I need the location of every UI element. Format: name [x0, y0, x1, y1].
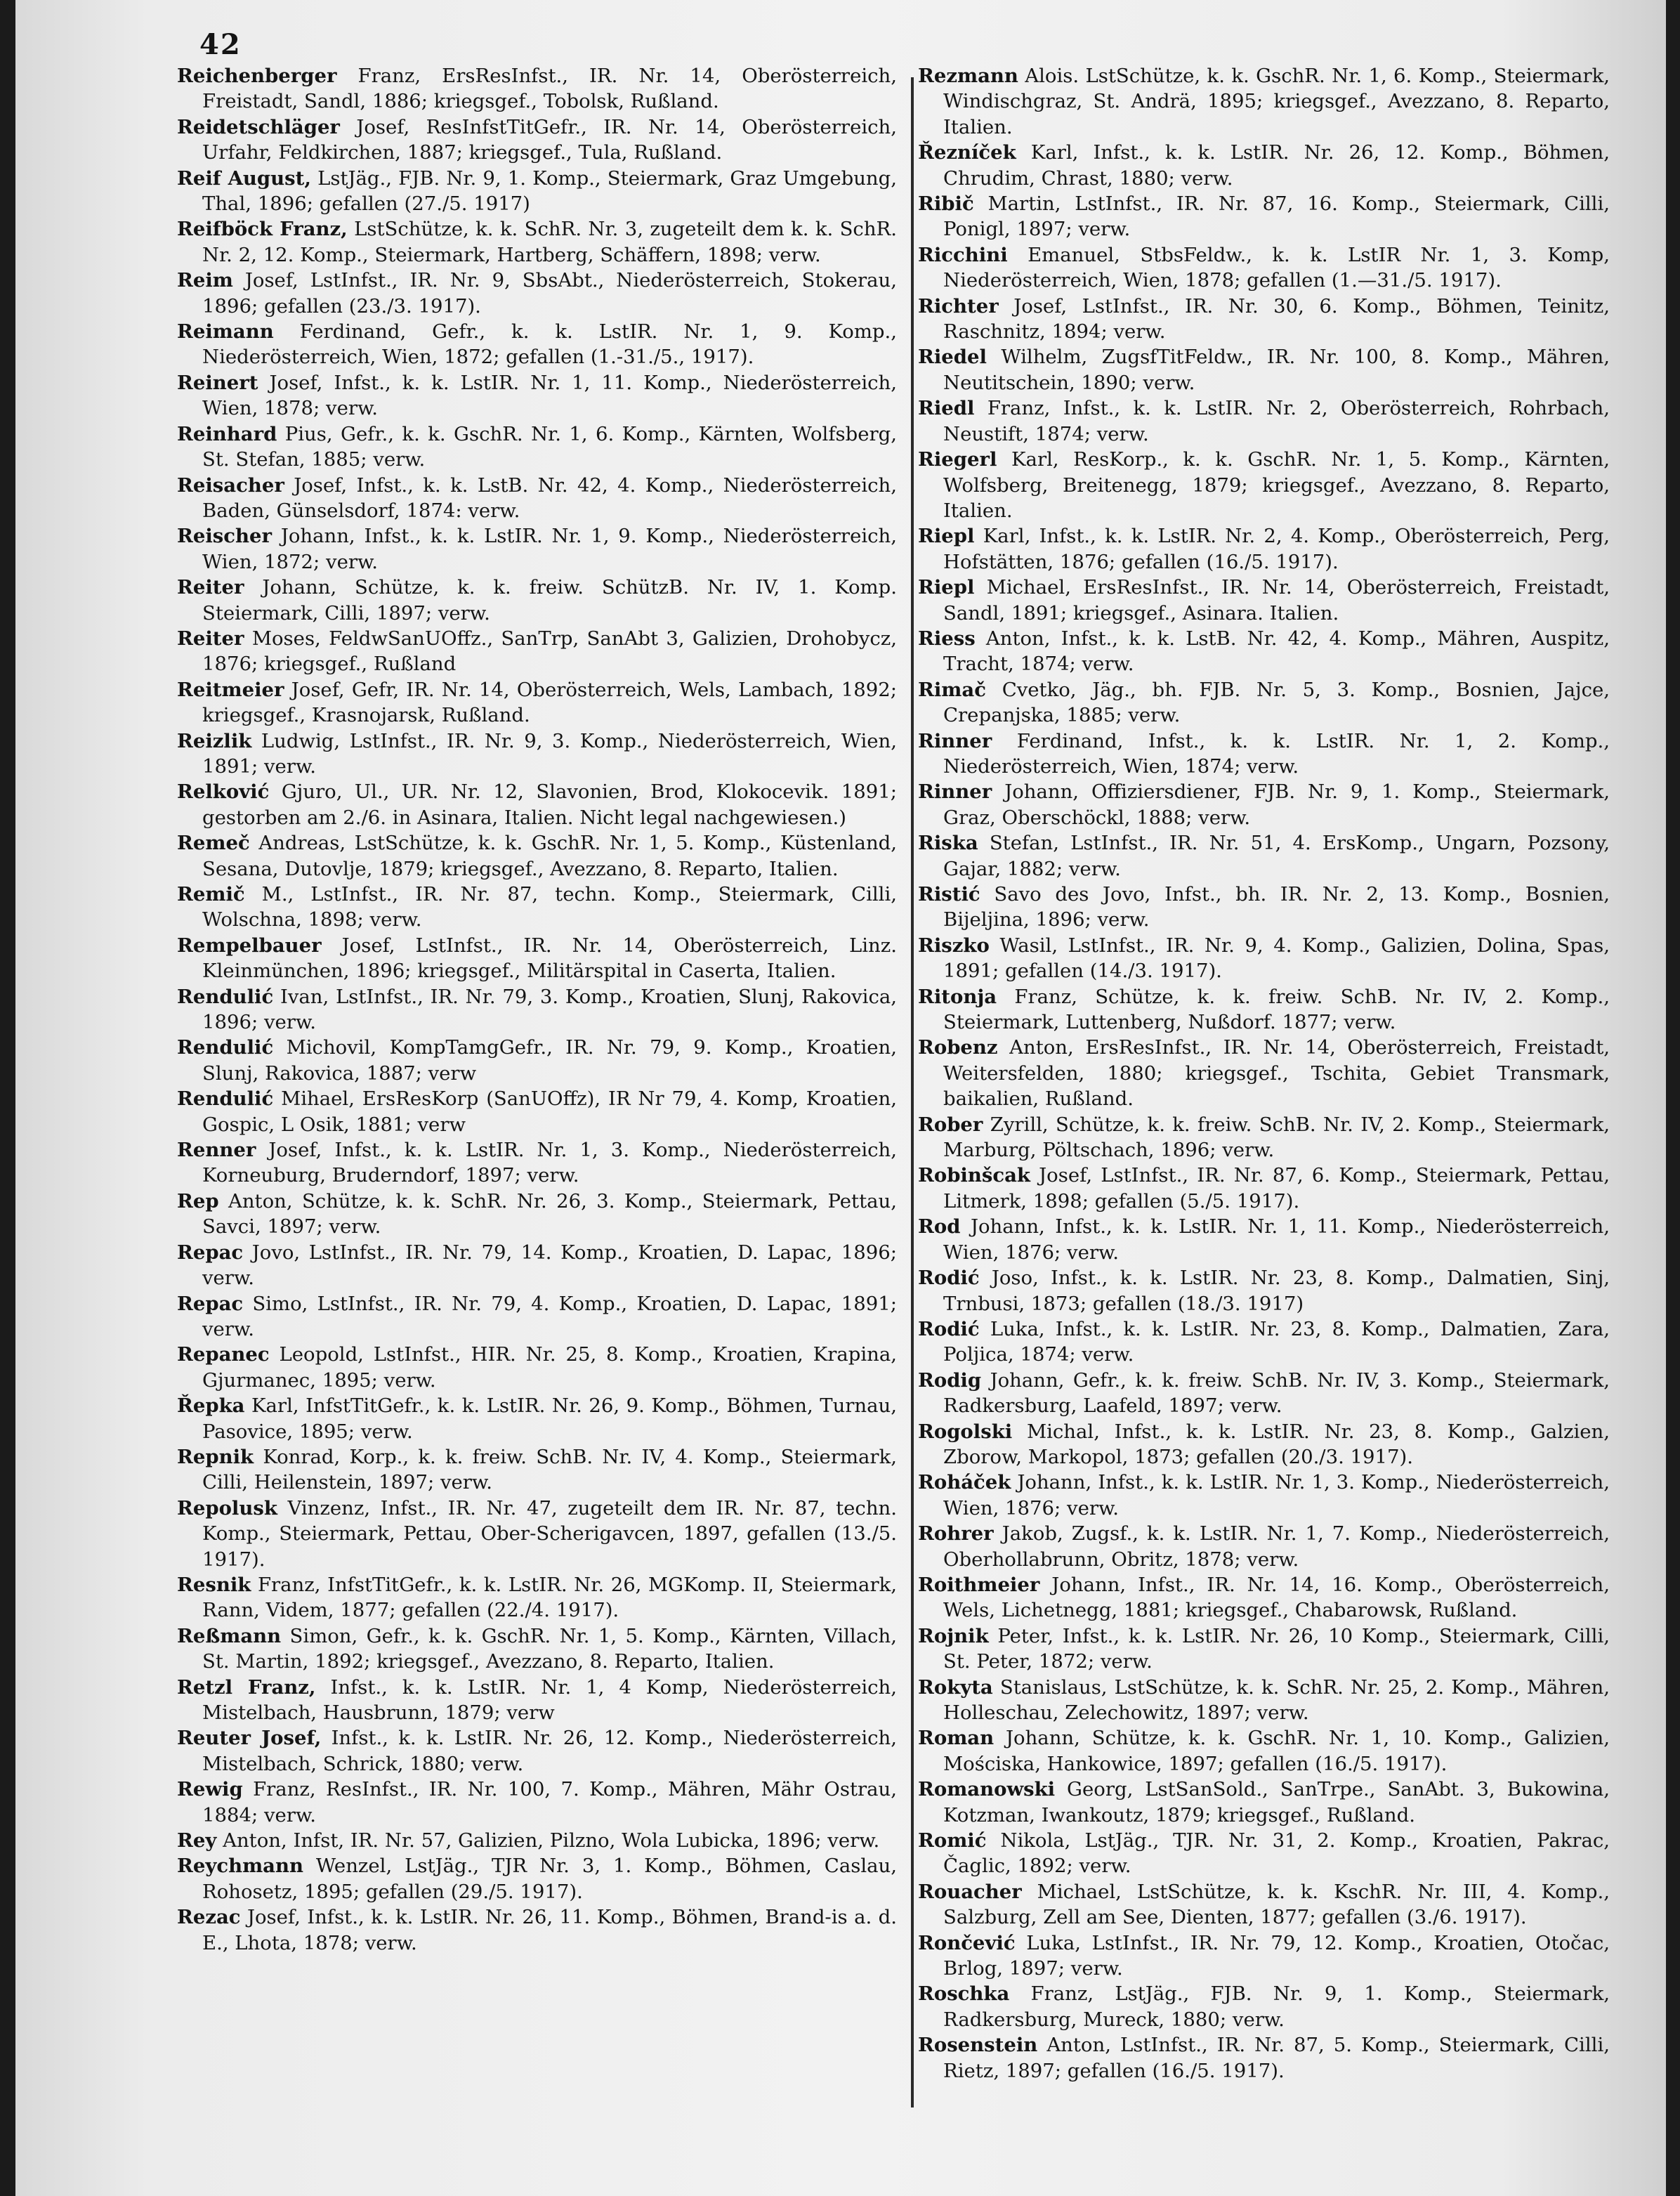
- list-entry: [177, 1828, 897, 1853]
- entry-details: Wilhelm, ZugsfTitFeldw., IR. Nr. 100, 8. Komp., Mähren, Neutitschein, 1890; verw.: [943, 346, 1610, 394]
- entry-details: Jovo, LstInfst., IR. Nr. 79, 14. Komp., Kroatien, D. Lapac, 1896; verw.: [202, 1241, 897, 1290]
- list-entry: [177, 1777, 897, 1828]
- entry-name: Robinšcak: [918, 1164, 1030, 1187]
- entry-name: Ritonja: [918, 985, 997, 1008]
- entry-details: Josef, Infst., k. k. LstIR. Nr. 1, 3. Komp., Niederösterreich, Korneuburg, Bruderndorf, 1897; verw.: [202, 1139, 897, 1187]
- entry-details: Stanislaus, LstSchütze, k. k. SchR. Nr. 25, 2. Komp., Mähren, Holleschau, Zelechowitz, 1897; verw.: [943, 1675, 1610, 1724]
- entry-details: Mihael, ErsResKorp (SanUOffz), IR Nr 79, 4. Komp, Kroatien, Gospic, L Osik, 1881; verw: [202, 1087, 897, 1136]
- entry-details: Franz, Infst., k. k. LstIR. Nr. 2, Oberösterreich, Rohrbach, Neustift, 1874; verw.: [943, 397, 1610, 445]
- list-entry: [177, 319, 897, 370]
- list-entry: [177, 1623, 897, 1675]
- entry-details: Karl, ResKorp., k. k. GschR. Nr. 1, 5. Komp., Kärnten, Wolfsberg, Breitenegg, 1879; kriegsgef., Avezzano, 8. Reparto, Italien.: [943, 448, 1610, 522]
- entry-details: Franz, Schütze, k. k. freiw. SchB. Nr. IV, 2. Komp., Steiermark, Luttenberg, Nußdorf. 1877; verw.: [943, 985, 1610, 1034]
- entry-details: Anton, Infst., k. k. LstB. Nr. 42, 4. Komp., Mähren, Auspitz, Tracht, 1874; verw.: [943, 627, 1610, 676]
- list-entry: [918, 1214, 1610, 1265]
- entry-details: Anton, LstInfst., IR. Nr. 87, 5. Komp., Steiermark, Cilli, Rietz, 1897; gefallen (16./5. 1917).: [943, 2034, 1610, 2082]
- entry-details: Alois. LstSchütze, k. k. GschR. Nr. 1, 6. Komp., Steiermark, Windischgraz, St. Andrä, 1895; kriegsgef., Avezzano, 8. Reparto, Italien.: [943, 65, 1610, 138]
- list-entry: [918, 882, 1610, 933]
- entry-name: Reischer: [177, 525, 273, 548]
- list-entry: [177, 882, 897, 933]
- entry-details: LstSchütze, k. k. SchR. Nr. 3, zugeteilt dem k. k. SchR. Nr. 2, 12. Komp., Steiermark, Hartberg, Schäffern, 1898; verw.: [202, 218, 897, 266]
- list-entry: [177, 1035, 897, 1086]
- entry-name: Reifböck Franz,: [177, 218, 348, 241]
- list-entry: [918, 1265, 1610, 1316]
- entry-details: Pius, Gefr., k. k. GschR. Nr. 1, 6. Komp., Kärnten, Wolfsberg, St. Stefan, 1885; verw.: [202, 422, 897, 471]
- entry-name: Rendulić: [177, 1036, 274, 1059]
- entry-name: Richter: [918, 294, 999, 318]
- entry-name: Roman: [918, 1727, 995, 1750]
- entry-details: Jakob, Zugsf., k. k. LstIR. Nr. 1, 7. Komp., Niederösterreich, Oberhollabrunn, Obritz, 1878; verw.: [943, 1522, 1610, 1571]
- entry-details: M., LstInfst., IR. Nr. 87, techn. Komp., Steiermark, Cilli, Wolschna, 1898; verw.: [202, 883, 897, 932]
- list-entry: [918, 1316, 1610, 1368]
- list-entry: [918, 294, 1610, 345]
- entry-details: Josef, Infst., k. k. LstIR. Nr. 26, 11. Komp., Böhmen, Brand-is a. d. E., Lhota, 1878; verw.: [202, 1906, 897, 1954]
- list-entry: [918, 1035, 1610, 1111]
- list-entry: [918, 2032, 1610, 2084]
- entry-name: Roithmeier: [918, 1573, 1040, 1596]
- list-entry: [177, 473, 897, 524]
- list-entry: [918, 344, 1610, 396]
- entry-details: Infst., k. k. LstIR. Nr. 26, 12. Komp., Niederösterreich, Mistelbach, Schrick, 1880; verw.: [202, 1727, 897, 1775]
- list-entry: [918, 1777, 1610, 1828]
- entry-name: Rep: [177, 1189, 219, 1213]
- entry-details: Martin, LstInfst., IR. Nr. 87, 16. Komp., Steiermark, Cilli, Ponigl, 1897; verw.: [943, 192, 1610, 241]
- entry-details: Johann, Offiziersdiener, FJB. Nr. 9, 1. Komp., Steiermark, Graz, Oberschöckl, 1888; verw.: [943, 780, 1610, 829]
- list-entry: [918, 1981, 1610, 2032]
- entry-name: Renner: [177, 1139, 256, 1162]
- entry-details: Franz, ResInfst., IR. Nr. 100, 7. Komp., Mähren, Mähr Ostrau, 1884; verw.: [202, 1778, 897, 1826]
- entry-details: Franz, LstJäg., FJB. Nr. 9, 1. Komp., Steiermark, Radkersburg, Mureck, 1880; verw.: [943, 1982, 1610, 2031]
- entry-details: Ferdinand, Gefr., k. k. LstIR. Nr. 1, 9. Komp., Niederösterreich, Wien, 1872; gefallen (1.-31./5., 1917).: [202, 320, 897, 369]
- list-entry: [177, 1086, 897, 1137]
- entry-name: Ricchini: [918, 243, 1008, 266]
- list-entry: [177, 575, 897, 626]
- list-entry: [177, 1137, 897, 1189]
- entry-details: Wenzel, LstJäg., TJR Nr. 3, 1. Komp., Böhmen, Caslau, Rohosetz, 1895; gefallen (29./5. 1917).: [202, 1855, 897, 1903]
- entry-name: Robenz: [918, 1036, 998, 1059]
- entry-name: Remič: [177, 883, 245, 906]
- entry-name: Riepl: [918, 525, 975, 548]
- entry-details: Josef, LstInfst., IR. Nr. 87, 6. Komp., Steiermark, Pettau, Litmerk, 1898; gefallen (5./5. 1917).: [943, 1164, 1610, 1213]
- entry-name: Reisacher: [177, 473, 284, 497]
- list-entry: [918, 830, 1610, 882]
- entry-details: Luka, LstInfst., IR. Nr. 79, 12. Komp., Kroatien, Otočac, Brlog, 1897; verw.: [943, 1931, 1610, 1980]
- entry-details: Wasil, LstInfst., IR. Nr. 9, 4. Komp., Galizien, Dolina, Spas, 1891; gefallen (14./3. 1917).: [943, 934, 1610, 983]
- entry-details: Gjuro, Ul., UR. Nr. 12, Slavonien, Brod, Klokocevik. 1891; gestorben am 2./6. in Asinara, Italien. Nicht legal nachgewiesen.): [202, 780, 897, 829]
- entry-name: Reuter Josef,: [177, 1727, 322, 1750]
- entry-name: Rodić: [918, 1317, 980, 1340]
- entry-name: Romanowski: [918, 1778, 1056, 1801]
- list-entry: [918, 933, 1610, 984]
- entry-name: Reßmann: [177, 1624, 282, 1647]
- list-entry: [177, 216, 897, 268]
- entry-details: Johann, Infst., IR. Nr. 14, 16. Komp., Oberösterreich, Wels, Lichetnegg, 1881; kriegsgef., Chabarowsk, Rußland.: [943, 1573, 1610, 1622]
- entry-name: Rendulić: [177, 985, 274, 1008]
- list-entry: [177, 1189, 897, 1240]
- entry-name: Reinert: [177, 371, 258, 394]
- entry-details: Andreas, LstSchütze, k. k. GschR. Nr. 1, 5. Komp., Küstenland, Sesana, Dutovlje, 1879; kriegsgef., Avezzano, 8. Reparto, Italien.: [202, 832, 897, 880]
- list-entry: [918, 63, 1610, 140]
- entry-name: Rojnik: [918, 1624, 989, 1647]
- list-entry: [918, 1930, 1610, 1982]
- entry-name: Rinner: [918, 780, 992, 804]
- list-entry: [177, 933, 897, 984]
- list-entry: [918, 677, 1610, 728]
- entry-name: Repolusk: [177, 1496, 277, 1519]
- list-entry: [918, 779, 1610, 830]
- list-entry: [177, 523, 897, 575]
- list-entry: [177, 984, 897, 1035]
- list-entry: [918, 1112, 1610, 1163]
- entry-name: Reiter: [177, 576, 244, 599]
- list-entry: [918, 1419, 1610, 1470]
- entry-name: Rosenstein: [918, 2034, 1038, 2057]
- entry-details: Nikola, LstJäg., TJR. Nr. 31, 2. Komp., Kroatien, Pakrac, Čaglic, 1892; verw.: [943, 1829, 1610, 1878]
- column-divider: [911, 77, 914, 2107]
- entry-name: Reimann: [177, 320, 274, 344]
- entry-name: Rod: [918, 1215, 961, 1238]
- right-column: [918, 63, 1610, 2084]
- list-entry: [177, 1572, 897, 1623]
- list-entry: [918, 1572, 1610, 1623]
- entry-details: Ludwig, LstInfst., IR. Nr. 9, 3. Komp., Niederösterreich, Wien, 1891; verw.: [202, 729, 897, 778]
- entry-name: Rendulić: [177, 1087, 274, 1111]
- entry-name: Řepka: [177, 1394, 245, 1418]
- entry-name: Romić: [918, 1829, 987, 1852]
- entry-name: Reiter: [177, 627, 244, 650]
- entry-details: Johann, Schütze, k. k. freiw. SchützB. Nr. IV, 1. Komp. Steiermark, Cilli, 1897; verw.: [202, 576, 897, 625]
- list-entry: [918, 1828, 1610, 1879]
- list-entry: [918, 1470, 1610, 1521]
- list-entry: [177, 268, 897, 319]
- entry-details: Leopold, LstInfst., HIR. Nr. 25, 8. Komp., Kroatien, Krapina, Gjurmanec, 1895; verw.: [202, 1343, 897, 1392]
- list-entry: [177, 1853, 897, 1904]
- left-column: [177, 63, 897, 1956]
- list-entry: [177, 1444, 897, 1496]
- list-entry: [918, 728, 1610, 780]
- entry-details: Michael, ErsResInfst., IR. Nr. 14, Oberösterreich, Freistadt, Sandl, 1891; kriegsgef., Asinara. Italien.: [943, 576, 1610, 625]
- entry-details: Johann, Infst., k. k. LstIR. Nr. 1, 11. Komp., Niederösterreich, Wien, 1876; verw.: [943, 1215, 1610, 1264]
- entry-name: Reinhard: [177, 422, 277, 445]
- list-entry: [918, 1725, 1610, 1777]
- entry-name: Ribič: [918, 192, 974, 216]
- entry-name: Reidetschläger: [177, 115, 340, 138]
- entry-name: Riedl: [918, 397, 975, 420]
- entry-details: Konrad, Korp., k. k. freiw. SchB. Nr. IV, 4. Komp., Steiermark, Cilli, Heilenstein, 1897; verw.: [202, 1445, 897, 1494]
- list-entry: [177, 728, 897, 780]
- list-entry: [177, 626, 897, 677]
- entry-name: Reim: [177, 269, 233, 292]
- document-page: [15, 0, 1666, 2196]
- entry-name: Remeč: [177, 832, 250, 855]
- entry-details: Josef, LstInfst., IR. Nr. 14, Oberösterreich, Linz. Kleinmünchen, 1896; kriegsgef., Militärspital in Caserta, Italien.: [202, 934, 897, 983]
- entry-details: Zyrill, Schütze, k. k. freiw. SchB. Nr. IV, 2. Komp., Steiermark, Marburg, Pöltschach, 1896; verw.: [943, 1113, 1610, 1162]
- entry-name: Rewig: [177, 1778, 243, 1801]
- entry-details: Johann, Schütze, k. k. GschR. Nr. 1, 10. Komp., Galizien, Mościska, Hankowice, 1897; gefallen (16./5. 1917).: [943, 1727, 1610, 1775]
- entry-details: Franz, ErsResInfst., IR. Nr. 14, Oberösterreich, Freistadt, Sandl, 1886; kriegsgef., Tobolsk, Rußland.: [202, 65, 897, 113]
- list-entry: [177, 1904, 897, 1956]
- entry-details: Infst., k. k. LstIR. Nr. 1, 4 Komp, Niederösterreich, Mistelbach, Hausbrunn, 1879; verw: [202, 1675, 897, 1724]
- entry-details: Johann, Infst., k. k. LstIR. Nr. 1, 3. Komp., Niederösterreich, Wien, 1876; verw.: [943, 1471, 1610, 1519]
- list-entry: [177, 1675, 897, 1726]
- entry-name: Rinner: [918, 729, 992, 752]
- entry-details: Anton, Schütze, k. k. SchR. Nr. 26, 3. Komp., Steiermark, Pettau, Savci, 1897; verw.: [202, 1189, 897, 1238]
- entry-name: Řezníček: [918, 141, 1016, 164]
- entry-details: Luka, Infst., k. k. LstIR. Nr. 23, 8. Komp., Dalmatien, Zara, Poljica, 1874; verw.: [943, 1317, 1610, 1366]
- list-entry: [177, 1393, 897, 1444]
- entry-details: Josef, Infst., k. k. LstB. Nr. 42, 4. Komp., Niederösterreich, Baden, Günselsdorf, 1874: verw.: [202, 473, 897, 522]
- entry-name: Rodić: [918, 1267, 980, 1290]
- list-entry: [918, 242, 1610, 294]
- entry-name: Rončević: [918, 1931, 1016, 1954]
- entry-name: Rokyta: [918, 1675, 993, 1699]
- entry-name: Rezmann: [918, 65, 1018, 87]
- list-entry: [918, 626, 1610, 677]
- entry-name: Reitmeier: [177, 678, 284, 701]
- entry-name: Rouacher: [918, 1880, 1022, 1903]
- list-entry: [177, 421, 897, 473]
- list-entry: [918, 575, 1610, 626]
- entry-details: Johann, Gefr., k. k. freiw. SchB. Nr. IV, 3. Komp., Steiermark, Radkersburg, Laafeld, 1897; verw.: [943, 1368, 1610, 1418]
- entry-details: Moses, FeldwSanUOffz., SanTrp, SanAbt 3, Galizien, Drohobycz, 1876; kriegsgef., Rußland: [202, 627, 897, 676]
- list-entry: [177, 166, 897, 217]
- entry-name: Repnik: [177, 1445, 254, 1468]
- list-entry: [918, 1623, 1610, 1675]
- entry-name: Resnik: [177, 1573, 251, 1596]
- list-entry: [177, 370, 897, 421]
- list-entry: [918, 523, 1610, 575]
- entry-details: Josef, Gefr, IR. Nr. 14, Oberösterreich, Wels, Lambach, 1892; kriegsgef., Krasnojarsk, Rußland.: [202, 678, 897, 727]
- entry-details: Anton, Infst, IR. Nr. 57, Galizien, Pilzno, Wola Lubicka, 1896; verw.: [223, 1829, 880, 1852]
- entry-name: Rempelbauer: [177, 934, 322, 957]
- entry-details: Joso, Infst., k. k. LstIR. Nr. 23, 8. Komp., Dalmatien, Sinj, Trnbusi, 1873; gefallen (18./3. 1917): [943, 1267, 1610, 1315]
- entry-details: LstJäg., FJB. Nr. 9, 1. Komp., Steiermark, Graz Umgebung, Thal, 1896; gefallen (27./5. 1917): [202, 166, 897, 216]
- list-entry: [177, 1342, 897, 1393]
- entry-details: Georg, LstSanSold., SanTrpe., SanAbt. 3, Bukowina, Kotzman, Iwankoutz, 1879; kriegsgef., Rußland.: [943, 1778, 1610, 1826]
- list-entry: [918, 1879, 1610, 1930]
- entry-name: Rober: [918, 1113, 983, 1136]
- list-entry: [918, 140, 1610, 191]
- entry-details: Anton, ErsResInfst., IR. Nr. 14, Oberösterreich, Freistadt, Weitersfelden, 1880; kriegsgef., Tschita, Gebiet Transmark, baikalien, Rußland.: [943, 1036, 1610, 1111]
- entry-name: Riedel: [918, 346, 987, 369]
- entry-name: Riegerl: [918, 448, 997, 471]
- list-entry: [918, 1163, 1610, 1214]
- entry-details: Savo des Jovo, Infst., bh. IR. Nr. 2, 13. Komp., Bosnien, Bijeljina, 1896; verw.: [943, 883, 1610, 932]
- entry-details: Karl, Infst., k. k. LstIR. Nr. 26, 12. Komp., Böhmen, Chrudim, Chrast, 1880; verw.: [943, 141, 1610, 190]
- entry-details: Johann, Infst., k. k. LstIR. Nr. 1, 9. Komp., Niederösterreich, Wien, 1872; verw.: [202, 525, 897, 573]
- page-number: 42: [199, 28, 242, 61]
- list-entry: [918, 396, 1610, 447]
- entry-details: Josef, LstInfst., IR. Nr. 30, 6. Komp., Böhmen, Teinitz, Raschnitz, 1894; verw.: [943, 294, 1610, 344]
- entry-details: Michovil, KompTamgGefr., IR. Nr. 79, 9. Komp., Kroatien, Slunj, Rakovica, 1887; verw: [202, 1036, 897, 1085]
- list-entry: [177, 677, 897, 728]
- list-entry: [177, 830, 897, 882]
- entry-details: Stefan, LstInfst., IR. Nr. 51, 4. ErsKomp., Ungarn, Pozsony, Gajar, 1882; verw.: [943, 832, 1610, 880]
- list-entry: [918, 1368, 1610, 1419]
- entry-details: Karl, InfstTitGefr., k. k. LstIR. Nr. 26, 9. Komp., Böhmen, Turnau, Pasovice, 1895; verw.: [202, 1394, 897, 1443]
- entry-name: Riess: [918, 627, 976, 650]
- list-entry: [177, 1496, 897, 1572]
- entry-name: Rodig: [918, 1368, 982, 1392]
- list-entry: [177, 1725, 897, 1777]
- list-entry: [177, 1240, 897, 1291]
- entry-details: Michal, Infst., k. k. LstIR. Nr. 23, 8. Komp., Galzien, Zborow, Markopol, 1873; gefallen (20./3. 1917).: [943, 1420, 1610, 1468]
- entry-name: Rey: [177, 1829, 217, 1852]
- entry-details: Peter, Infst., k. k. LstIR. Nr. 26, 10 Komp., Steiermark, Cilli, St. Peter, 1872; verw.: [943, 1624, 1610, 1673]
- entry-details: Karl, Infst., k. k. LstIR. Nr. 2, 4. Komp., Oberösterreich, Perg, Hofstätten, 1876; gefallen (16./5. 1917).: [943, 525, 1610, 573]
- entry-name: Reychmann: [177, 1855, 303, 1878]
- entry-name: Ristić: [918, 883, 980, 906]
- entry-details: Simon, Gefr., k. k. GschR. Nr. 1, 5. Komp., Kärnten, Villach, St. Martin, 1892; kriegsgef., Avezzano, 8. Reparto, Italien.: [202, 1624, 897, 1673]
- entry-name: Repac: [177, 1241, 244, 1264]
- list-entry: [177, 1291, 897, 1342]
- entry-details: Josef, ResInfstTitGefr., IR. Nr. 14, Oberösterreich, Urfahr, Feldkirchen, 1887; kriegsgef., Tula, Rußland.: [202, 115, 898, 164]
- entry-name: Relković: [177, 780, 270, 804]
- entry-name: Retzl Franz,: [177, 1675, 316, 1699]
- list-entry: [918, 447, 1610, 523]
- list-entry: [177, 115, 897, 166]
- entry-details: Simo, LstInfst., IR. Nr. 79, 4. Komp., Kroatien, D. Lapac, 1891; verw.: [202, 1292, 897, 1340]
- list-entry: [918, 1521, 1610, 1572]
- entry-name: Rimač: [918, 678, 986, 701]
- entry-name: Reichenberger: [177, 65, 337, 87]
- entry-name: Rogolski: [918, 1420, 1013, 1443]
- entry-name: Roschka: [918, 1982, 1010, 2006]
- entry-details: Franz, InfstTitGefr., k. k. LstIR. Nr. 26, MGKomp. II, Steiermark, Rann, Videm, 1877; gefallen (22./4. 1917).: [202, 1573, 898, 1622]
- entry-name: Repanec: [177, 1343, 270, 1366]
- entry-details: Vinzenz, Infst., IR. Nr. 47, zugeteilt dem IR. Nr. 87, techn. Komp., Steiermark, Pettau, Ober-Scherigavcen, 1897, gefallen (13./5. 1917).: [202, 1496, 897, 1571]
- list-entry: [918, 984, 1610, 1035]
- list-entry: [177, 779, 897, 830]
- list-entry: [918, 1675, 1610, 1726]
- entry-name: Roháček: [918, 1471, 1011, 1494]
- entry-details: Cvetko, Jäg., bh. FJB. Nr. 5, 3. Komp., Bosnien, Jajce, Crepanjska, 1885; verw.: [943, 678, 1610, 727]
- entry-name: Reif August,: [177, 166, 311, 190]
- entry-details: Josef, LstInfst., IR. Nr. 9, SbsAbt., Niederösterreich, Stokerau, 1896; gefallen (23./3. 1917).: [202, 269, 897, 318]
- entry-name: Repac: [177, 1292, 244, 1315]
- entry-name: Riska: [918, 832, 978, 855]
- entry-details: Josef, Infst., k. k. LstIR. Nr. 1, 11. Komp., Niederösterreich, Wien, 1878; verw.: [202, 371, 897, 420]
- list-entry: [177, 63, 897, 115]
- entry-details: Ivan, LstInfst., IR. Nr. 79, 3. Komp., Kroatien, Slunj, Rakovica, 1896; verw.: [202, 985, 897, 1034]
- entry-name: Riepl: [918, 576, 975, 599]
- list-entry: [918, 191, 1610, 242]
- entry-name: Rohrer: [918, 1522, 994, 1545]
- entry-details: Ferdinand, Infst., k. k. LstIR. Nr. 1, 2. Komp., Niederösterreich, Wien, 1874; verw.: [943, 729, 1610, 778]
- entry-details: Emanuel, StbsFeldw., k. k. LstIR Nr. 1, 3. Komp, Niederösterreich, Wien, 1878; gefallen (1.—31./5. 1917).: [943, 243, 1610, 292]
- entry-details: Michael, LstSchütze, k. k. KschR. Nr. III, 4. Komp., Salzburg, Zell am See, Dienten, 1877; gefallen (3./6. 1917).: [943, 1880, 1610, 1929]
- entry-name: Rezac: [177, 1906, 241, 1929]
- entry-name: Reizlik: [177, 729, 252, 752]
- entry-name: Riszko: [918, 934, 990, 957]
